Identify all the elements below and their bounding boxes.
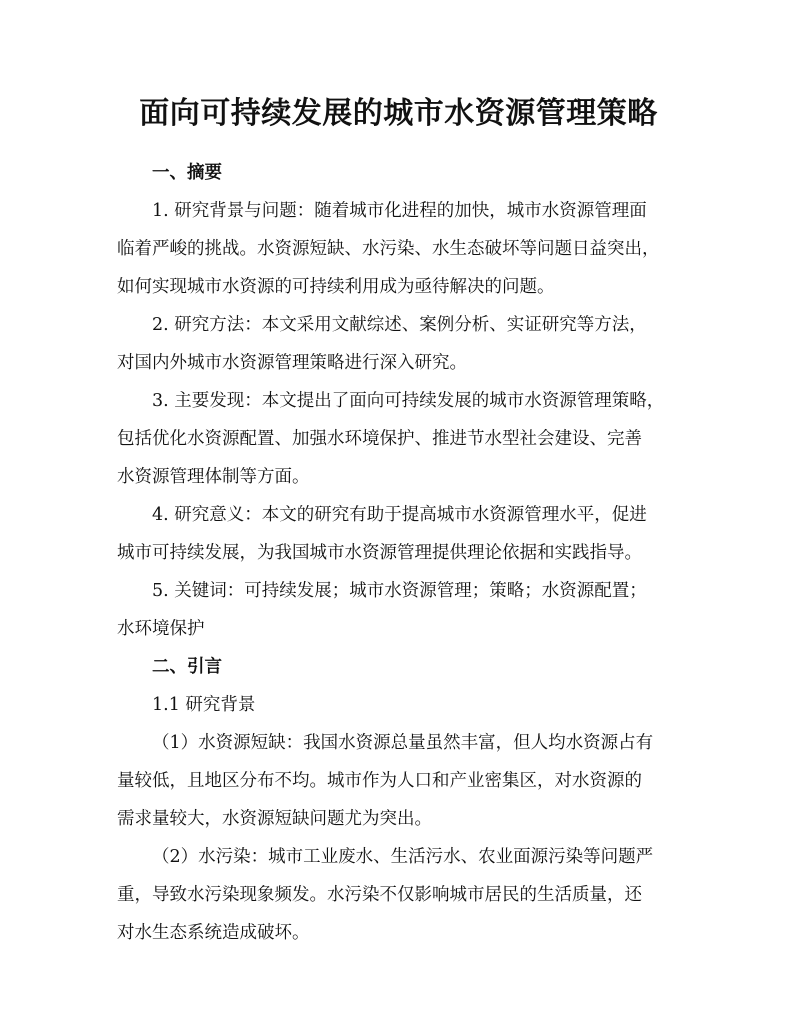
paragraph-line: 城市可持续发展，为我国城市水资源管理提供理论依据和实践指导。 bbox=[117, 543, 642, 563]
paragraph-line: 5. 关键词：可持续发展；城市水资源管理；策略；水资源配置； bbox=[152, 581, 647, 601]
document-title: 面向可持续发展的城市水资源管理策略 bbox=[139, 96, 658, 131]
paragraph-line: 4. 研究意义：本文的研究有助于提高城市水资源管理水平，促进 bbox=[152, 505, 647, 525]
paragraph-line: （1）水资源短缺：我国水资源总量虽然丰富，但人均水资源占有 bbox=[152, 733, 654, 753]
intro-paragraph-1 bbox=[117, 724, 680, 838]
paragraph-line: 需求量较大，水资源短缺问题尤为突出。 bbox=[117, 809, 432, 829]
research-background-subheading: 1.1 研究背景 bbox=[152, 695, 256, 715]
abstract-paragraph-4 bbox=[117, 496, 680, 572]
abstract-paragraph-3 bbox=[117, 382, 680, 496]
paragraph-line: 3. 主要发现：本文提出了面向可持续发展的城市水资源管理策略， bbox=[152, 391, 665, 411]
paragraph-line: 临着严峻的挑战。水资源短缺、水污染、水生态破坏等问题日益突出， bbox=[117, 239, 660, 259]
paragraph-line: 水资源管理体制等方面。 bbox=[117, 467, 310, 487]
paragraph-line: 水环境保护 bbox=[117, 619, 205, 639]
paragraph-line: 如何实现城市水资源的可持续利用成为亟待解决的问题。 bbox=[117, 277, 555, 297]
paragraph-line: 2. 研究方法：本文采用文献综述、案例分析、实证研究等方法， bbox=[152, 315, 647, 335]
abstract-paragraph-1 bbox=[117, 192, 680, 306]
paragraph-line: 量较低，且地区分布不均。城市作为人口和产业密集区，对水资源的 bbox=[117, 771, 642, 791]
intro-heading: 二、引言 bbox=[152, 657, 222, 677]
paragraph-line: 对国内外城市水资源管理策略进行深入研究。 bbox=[117, 353, 467, 373]
intro-paragraph-2 bbox=[117, 838, 680, 952]
paragraph-line: 重，导致水污染现象频发。水污染不仅影响城市居民的生活质量，还 bbox=[117, 885, 642, 905]
abstract-paragraph-2 bbox=[117, 306, 680, 382]
paragraph-line: 1. 研究背景与问题：随着城市化进程的加快，城市水资源管理面 bbox=[152, 201, 647, 221]
paragraph-line: 对水生态系统造成破坏。 bbox=[117, 923, 310, 943]
paragraph-line: 包括优化水资源配置、加强水环境保护、推进节水型社会建设、完善 bbox=[117, 429, 642, 449]
abstract-heading: 一、摘要 bbox=[152, 163, 222, 183]
paragraph-line: （2）水污染：城市工业废水、生活污水、农业面源污染等问题严 bbox=[152, 847, 654, 867]
abstract-paragraph-5 bbox=[117, 572, 680, 648]
